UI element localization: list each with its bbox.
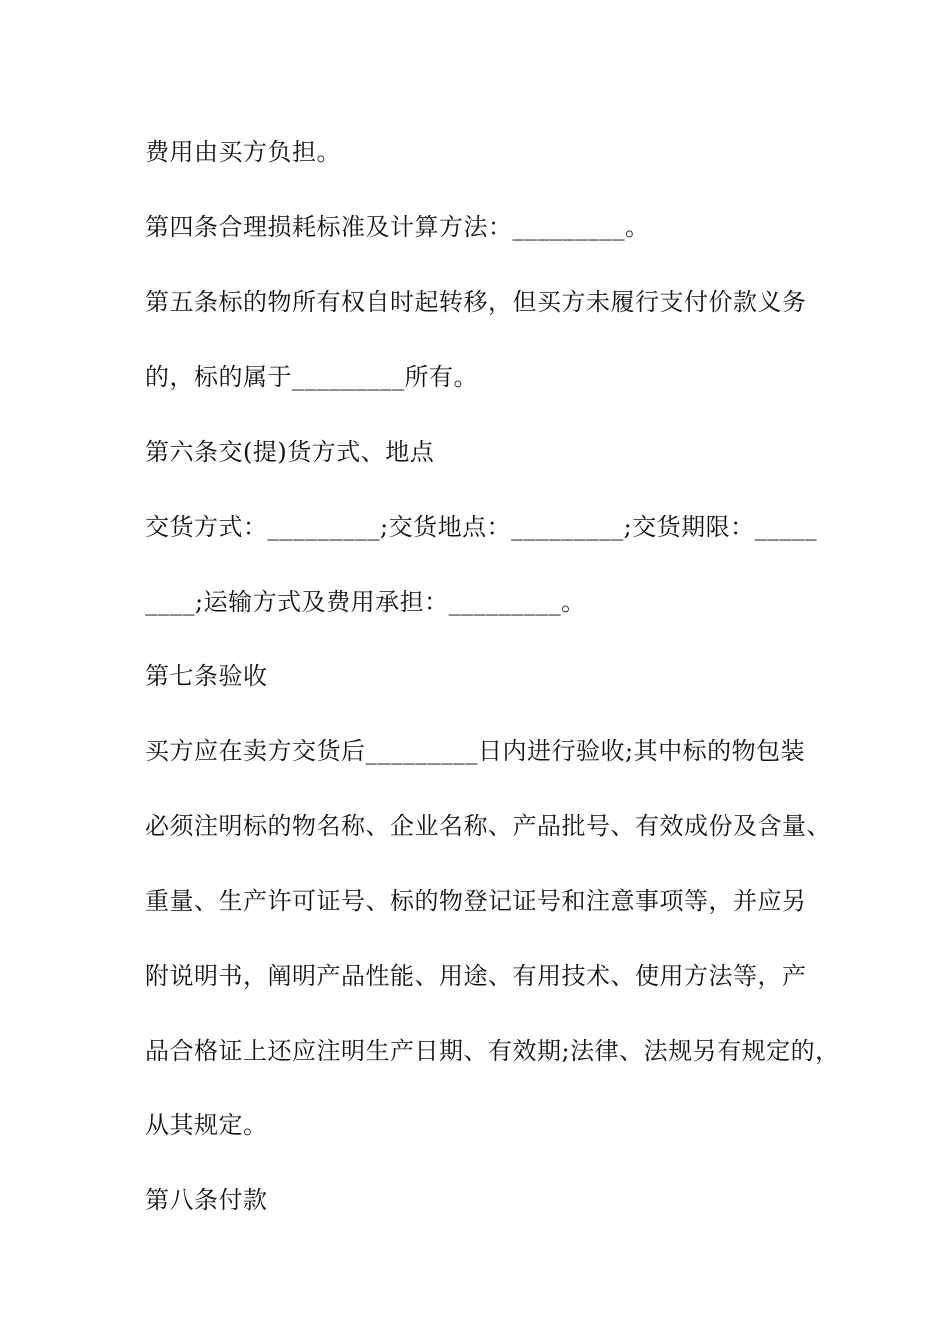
text-line: ____;运输方式及费用承担：_________。: [145, 588, 586, 616]
text-line: 重量、生产许可证号、标的物登记证号和注意事项等，并应另: [145, 887, 807, 915]
text-line: 的，标的属于_________所有。: [145, 363, 478, 391]
text-line: 附说明书，阐明产品性能、用途、有用技术、使用方法等，产: [145, 962, 807, 990]
text-line: 费用由买方负担。: [145, 138, 341, 166]
clause-4-line: 第四条合理损耗标准及计算方法：_________。: [145, 213, 650, 241]
text-line: 品合格证上还应注明生产日期、有效期;法律、法规另有规定的，: [145, 1037, 840, 1065]
text-line: 从其规定。: [145, 1111, 268, 1139]
text-line: 必须注明标的物名称、企业名称、产品批号、有效成份及含量、: [145, 812, 831, 840]
text-line: 买方应在卖方交货后_________日内进行验收;其中标的物包装: [145, 737, 806, 765]
clause-6-heading: 第六条交(提)货方式、地点: [145, 438, 435, 466]
clause-5-line: 第五条标的物所有权自时起转移，但买方未履行支付价款义务: [145, 288, 807, 316]
clause-7-heading: 第七条验收: [145, 662, 268, 690]
clause-8-heading: 第八条付款: [145, 1186, 268, 1214]
text-line: 交货方式：_________;交货地点：_________;交货期限：_____: [145, 513, 818, 541]
